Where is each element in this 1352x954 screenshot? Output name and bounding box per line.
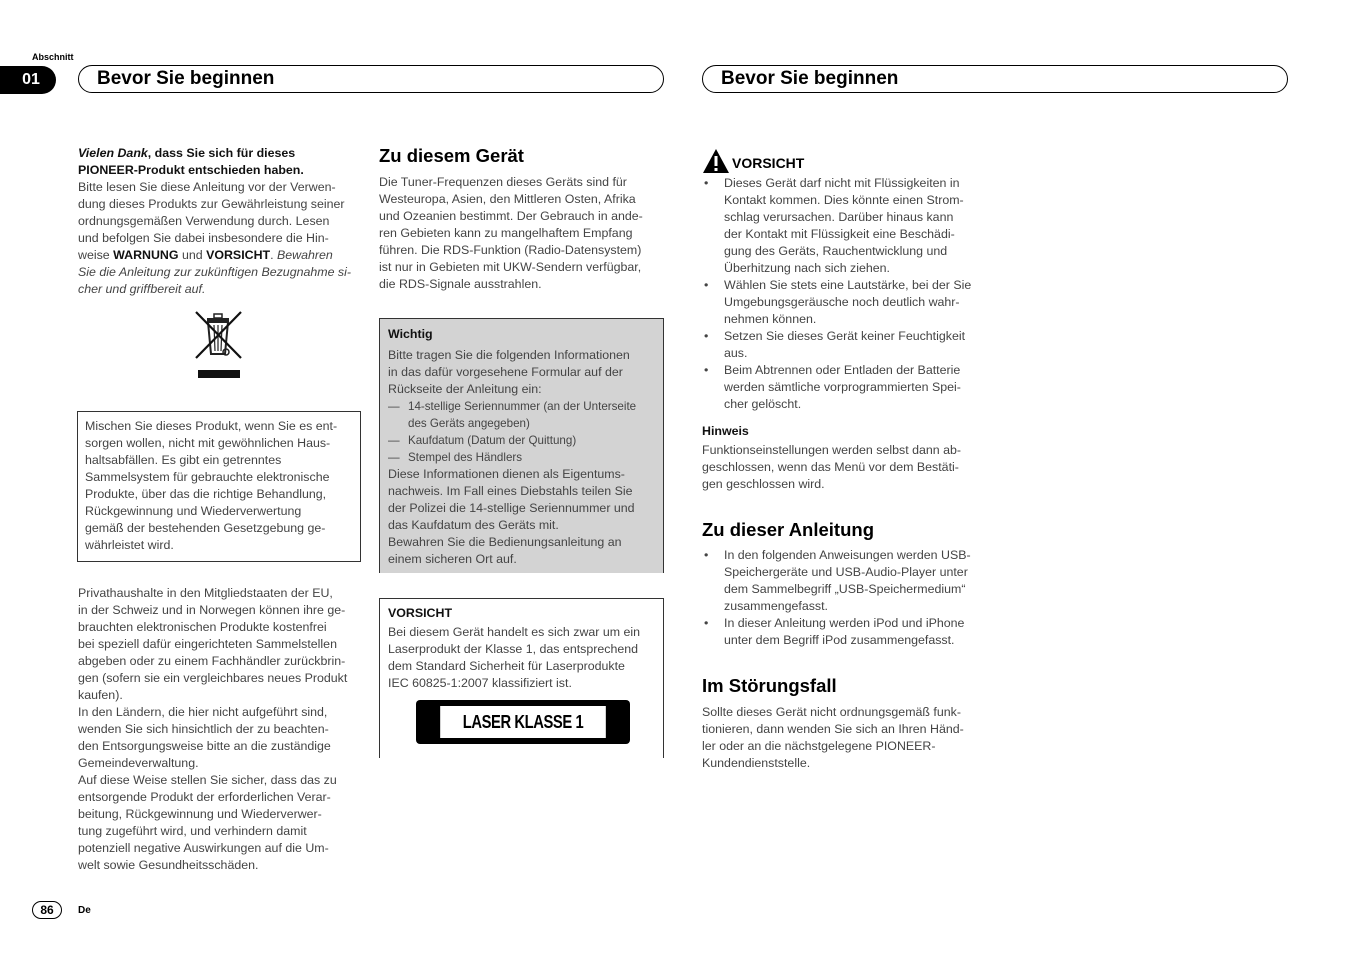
laser-line: Laserprodukt der Klasse 1, das entsprechend — [388, 642, 639, 656]
bullet-item: • In den folgenden Anweisungen werden USB- Speichergeräte und USB-Audio-Player unter dem Sammelbegriff „USB-Speichermedium“ zusammengefasst. — [704, 548, 971, 613]
wichtig-after-line: der Polizei die 14-stellige Seriennummer und — [388, 501, 635, 515]
wichtig-line: Rückseite der Anleitung ein: — [388, 382, 542, 396]
disposal-line: Rückgewinnung und Wiederverwertung — [85, 504, 302, 518]
eu-line: bei speziell dafür eingerichteten Sammelstellen — [78, 637, 337, 651]
device-line: die RDS-Signale ausstrahlen. — [379, 277, 542, 291]
period: . — [270, 248, 277, 262]
warning-triangle-icon — [702, 148, 730, 174]
device-line: führen. Die RDS-Funktion (Radio-Datensystem) — [379, 243, 642, 257]
page-number: 86 — [32, 901, 62, 919]
intro-line: Bitte lesen Sie diese Anleitung vor der Verwen- — [78, 180, 336, 194]
disposal-notice-box — [77, 411, 361, 562]
bullet-item: • Wählen Sie stets eine Lautstärke, bei der Sie Umgebungsgeräusche noch deutlich wahr- nehmen können. — [704, 278, 972, 326]
title-zu-dieser-anleitung: Zu dieser Anleitung — [702, 519, 874, 540]
disposal-line: Sammelsystem für gebrauchte elektronische — [85, 470, 330, 484]
eu-line: welt sowie Gesundheitsschäden. — [78, 858, 259, 872]
eu-line: In den Ländern, die hier nicht aufgeführt sind, — [78, 705, 328, 719]
vorsicht-word: VORSICHT — [206, 248, 271, 262]
dash-item: — Stempel des Händlers — [388, 451, 523, 464]
bullet-item: • In dieser Anleitung werden iPod und iPhone unter dem Begriff iPod zusammengefasst. — [704, 616, 965, 647]
dash-item: — 14-stellige Seriennummer (an der Unterseite des Geräts angegeben) — [388, 400, 637, 430]
device-line: Die Tuner-Frequenzen dieses Geräts sind für — [379, 175, 627, 189]
vorsicht-heading: VORSICHT — [732, 155, 805, 171]
eu-line: Auf diese Weise stellen Sie sicher, dass das zu — [78, 773, 337, 787]
eu-line: abgeben oder zu einem Fachhändler zurückbrin- — [78, 654, 346, 668]
intro-weise: weise — [78, 248, 114, 262]
wichtig-line: Bitte tragen Sie die folgenden Informationen — [388, 348, 630, 362]
eu-line: gen (sofern sie ein vergleichbares neues Produkt — [78, 671, 348, 685]
stoerung-line: ler oder an die nächstgelegene PIONEER- — [702, 739, 936, 753]
bewahren-start: Bewahren — [277, 248, 333, 262]
section-number-badge: 01 — [0, 66, 56, 94]
header-left: Bevor Sie beginnen — [78, 65, 664, 93]
laser-line: Bei diesem Gerät handelt es sich zwar um ein — [388, 625, 641, 639]
intro-line: und befolgen Sie dabei insbesondere die Hin- — [78, 231, 329, 245]
eu-line: potenziell negative Auswirkungen auf die Um- — [78, 841, 329, 855]
eu-line: tung zugeführt wird, und verhindern damit — [78, 824, 307, 838]
bewahren-line: Sie die Anleitung zur zukünftigen Bezugnahme si- — [78, 265, 351, 279]
device-line: ren Gebieten kann zu mangelhaftem Empfang — [379, 226, 633, 240]
weee-bin-icon — [193, 308, 245, 380]
bullet-item: • Beim Abtrennen oder Entladen der Batterie werden sämtliche vorprogrammierten Spei- cher gelöscht. — [704, 363, 961, 411]
language-code: De — [78, 905, 91, 916]
wichtig-after-line: Bewahren Sie die Bedienungsanleitung an — [388, 535, 622, 549]
stoerung-text — [702, 704, 992, 772]
und-word: und — [178, 248, 207, 262]
disposal-line: gemäß der bestehenden Gesetzgebung ge- — [85, 521, 326, 535]
hinweis-section — [702, 423, 992, 493]
laser-line: dem Standard Sicherheit für Laserprodukte — [388, 659, 625, 673]
eu-disposal-text — [78, 585, 368, 874]
laser-line: IEC 60825-1:2007 klassifiziert ist. — [388, 676, 572, 690]
hinweis-line: gen geschlossen wird. — [702, 477, 825, 491]
anleitung-bullets — [702, 547, 992, 649]
title-im-stoerungsfall: Im Störungsfall — [702, 675, 837, 696]
intro-line: dung dieses Produkts zur Gewährleistung seiner — [78, 197, 345, 211]
wichtig-after-line: Diese Informationen dienen als Eigentums- — [388, 467, 625, 481]
eu-line: Gemeindeverwaltung. — [78, 756, 199, 770]
laser-class-text: LASER KLASSE 1 — [440, 706, 606, 738]
column-1 — [78, 145, 368, 298]
bewahren-line: cher und griffbereit auf. — [78, 282, 206, 296]
thanks-line2: PIONEER-Produkt entschieden haben. — [78, 163, 304, 177]
device-line: ist nur in Gebieten mit UKW-Sendern verfügbar, — [379, 260, 642, 274]
thanks-italic: Vielen Dank — [78, 146, 148, 160]
bullet-item: • Setzen Sie dieses Gerät keiner Feuchtigkeit aus. — [704, 329, 966, 360]
dash-item: — Kaufdatum (Datum der Quittung) — [388, 434, 577, 447]
device-line: und Ozeanien bestimmt. Der Gebrauch in ande- — [379, 209, 643, 223]
wichtig-after-line: das Kaufdatum des Geräts mit. — [388, 518, 559, 532]
wichtig-line: in das dafür vorgesehene Formular auf der — [388, 365, 623, 379]
laser-class-label — [416, 700, 630, 744]
section-label: Abschnitt — [32, 52, 74, 62]
hinweis-title: Hinweis — [702, 424, 749, 438]
intro-line: ordnungsgemäßen Verwendung durch. Lesen — [78, 214, 330, 228]
bullet-item: • Dieses Gerät darf nicht mit Flüssigkeiten in Kontakt kommen. Dies könnte einen Strom- schlag verursachen. Darüber hinaus kann der Kontakt mit Flüssigkeit eine Beschädi- gung des Geräts, Rauchentwicklung und Überhitzung nach sich ziehen. — [704, 176, 964, 275]
device-description — [379, 174, 669, 293]
eu-line: in der Schweiz und in Norwegen können ihre ge- — [78, 603, 346, 617]
disposal-line: Mischen Sie dieses Produkt, wenn Sie es ent- — [85, 419, 338, 433]
eu-line: kaufen). — [78, 688, 123, 702]
disposal-line: währleistet wird. — [85, 538, 174, 552]
hinweis-line: Funktionseinstellungen werden selbst dann ab- — [702, 443, 961, 457]
eu-line: beitung, Rückgewinnung und Wiederverwer- — [78, 807, 322, 821]
thanks-rest: , dass Sie sich für dieses — [147, 146, 296, 160]
vorsicht-bullets — [702, 175, 992, 413]
eu-line: brauchten elektronischen Produkte kostenfrei — [78, 620, 327, 634]
eu-line: den Entsorgungsweise bitte an die zuständige — [78, 739, 331, 753]
eu-line: entsorgende Produkt der erforderlichen Verar- — [78, 790, 331, 804]
title-zu-diesem-geraet: Zu diesem Gerät — [379, 145, 524, 166]
wichtig-after-line: nachweis. Im Fall eines Diebstahls teilen Sie — [388, 484, 633, 498]
device-line: Westeuropa, Asien, den Mittleren Osten, Afrika — [379, 192, 636, 206]
wichtig-title: Wichtig — [388, 327, 433, 341]
eu-line: Privathaushalte in den Mitgliedstaaten der EU, — [78, 586, 333, 600]
header-right: Bevor Sie beginnen — [702, 65, 1288, 93]
stoerung-line: tionieren, dann wenden Sie sich an Ihren Händ- — [702, 722, 964, 736]
stoerung-line: Sollte dieses Gerät nicht ordnungsgemäß funk- — [702, 705, 961, 719]
vorsicht-title: VORSICHT — [388, 606, 453, 620]
wichtig-after-line: einem sicheren Ort auf. — [388, 552, 517, 566]
wichtig-box — [379, 318, 664, 573]
warnung-word: WARNUNG — [113, 248, 179, 262]
disposal-line: sorgen wollen, nicht mit gewöhnlichen Haus- — [85, 436, 331, 450]
stoerung-line: Kundendienststelle. — [702, 756, 811, 770]
eu-line: wenden Sie sich hinsichtlich der zu beachten- — [78, 722, 329, 736]
disposal-line: haltsabfällen. Es gibt ein getrenntes — [85, 453, 282, 467]
disposal-line: Produkte, über das die richtige Behandlung, — [85, 487, 327, 501]
hinweis-line: geschlossen, wenn das Menü vor dem Bestäti- — [702, 460, 959, 474]
